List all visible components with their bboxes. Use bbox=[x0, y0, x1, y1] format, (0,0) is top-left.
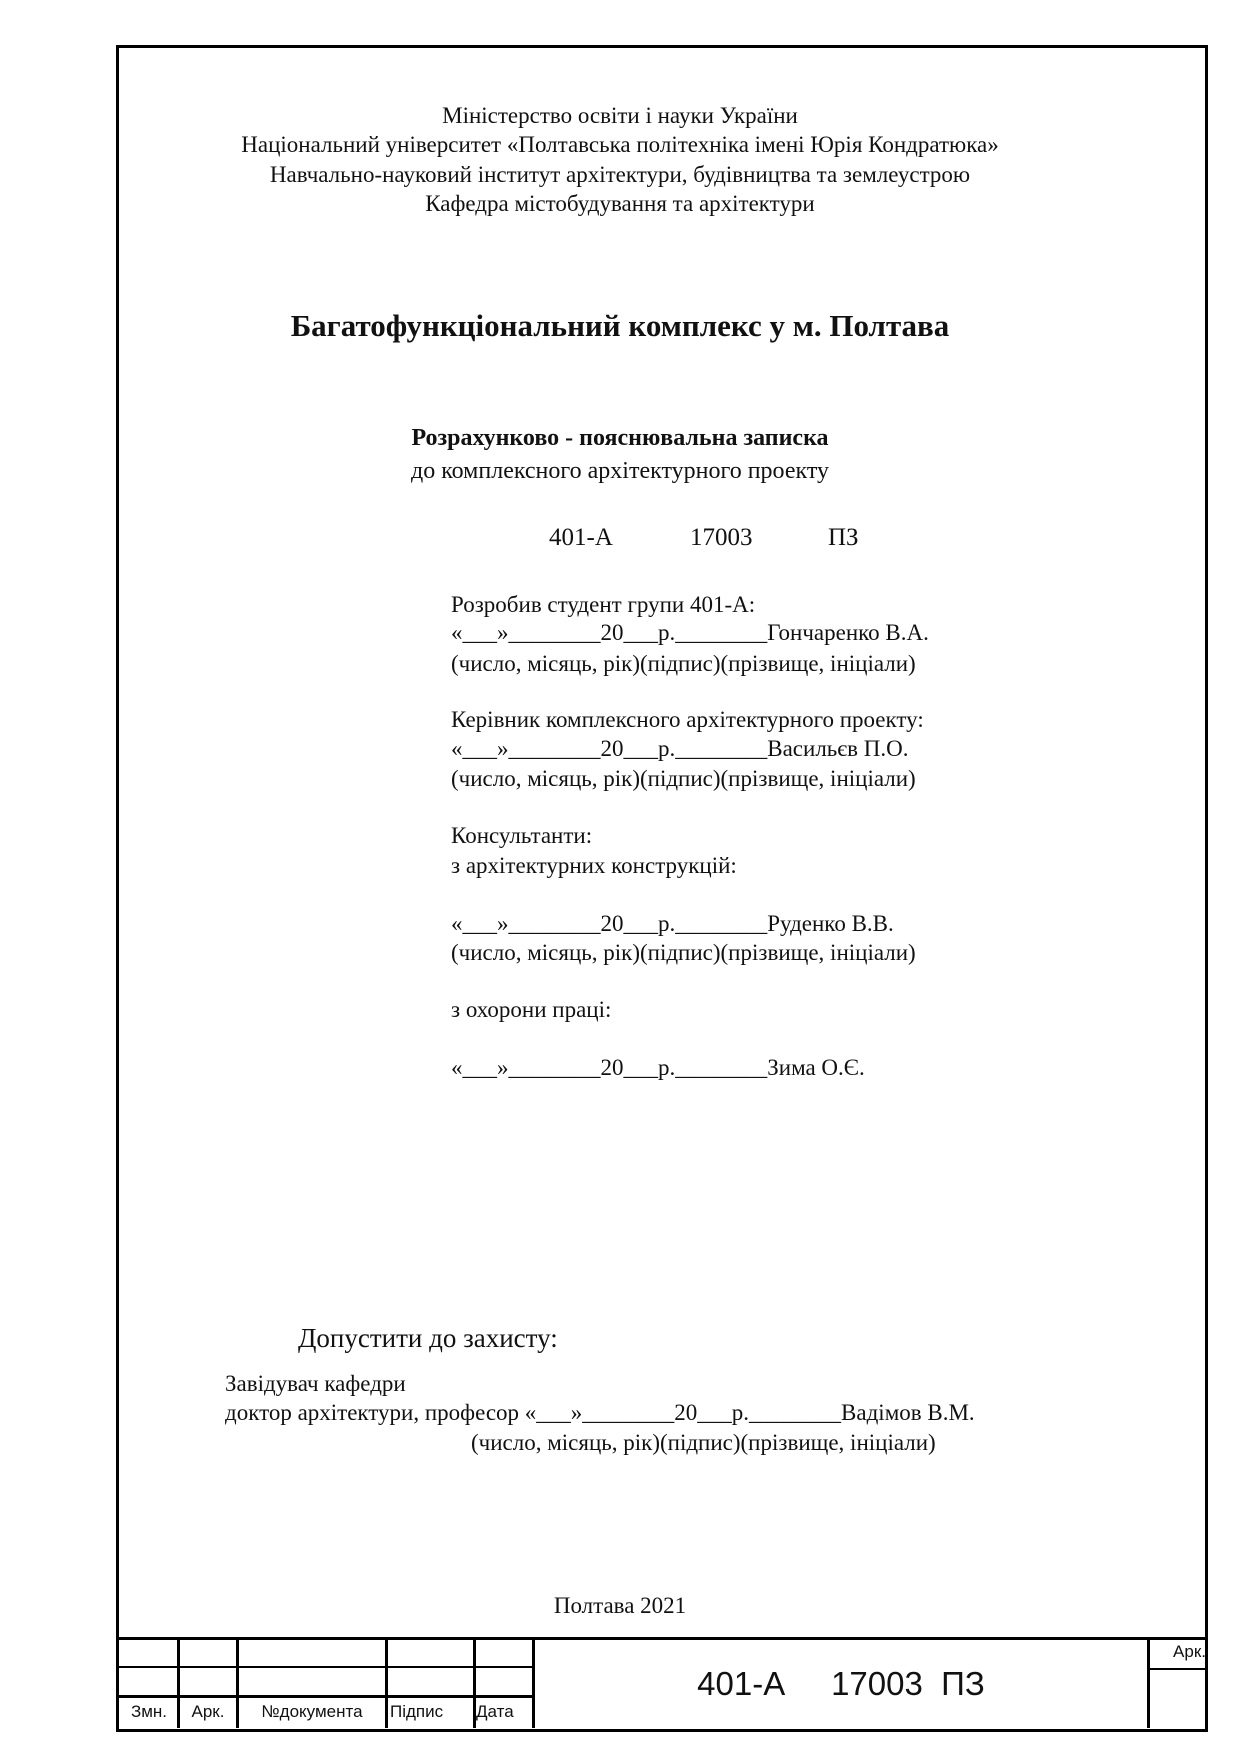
university-line: Національний університет «Полтавська політехніка імені Юрія Кондратюка» bbox=[241, 132, 999, 157]
consultant1-signature-line: «___»________20___р.________Руденко В.В. bbox=[451, 911, 894, 936]
approval-heading: Допустити до захисту: bbox=[298, 1323, 558, 1353]
consultant1-hint: (число, місяць, рік)(підпис)(прізвище, ініціали) bbox=[451, 940, 916, 965]
document-subtitle: до комплексного архітектурного проекту bbox=[410, 458, 830, 484]
department-line: Кафедра містобудування та архітектури bbox=[425, 191, 815, 216]
drawing-frame bbox=[116, 45, 1208, 1732]
stamp-designation: 401-А 17003 ПЗ bbox=[697, 1665, 985, 1702]
head-hint: (число, місяць, рік)(підпис)(прізвище, ініціали) bbox=[471, 1430, 936, 1455]
supervisor-hint: (число, місяць, рік)(підпис)(прізвище, ініціали) bbox=[451, 766, 916, 791]
institute-line: Навчально-науковий інститут архітектури, будівництва та землеустрою bbox=[269, 162, 971, 187]
stamp-col-date: Дата bbox=[476, 1702, 514, 1721]
page-title: Багатофункціональний комплекс у м. Полтава bbox=[290, 308, 950, 343]
head-signature-line: доктор архітектури, професор «___»________20___р.________Вадімов В.М. bbox=[225, 1400, 975, 1425]
code-type: ПЗ bbox=[828, 524, 859, 551]
code-number: 17003 bbox=[690, 524, 753, 551]
consultant2-label: з охорони праці: bbox=[451, 997, 612, 1022]
stamp-sheet-label: Арк. bbox=[1173, 1642, 1206, 1661]
ministry-line: Міністерство освіти і науки України bbox=[442, 103, 798, 128]
stamp-col-sheet: Арк. bbox=[191, 1702, 225, 1721]
student-signature-line: «___»________20___р.________Гончаренко В.А. bbox=[451, 620, 929, 645]
stamp-col-change: Змн. bbox=[130, 1702, 168, 1721]
code-group: 401-А bbox=[549, 524, 613, 551]
consultants-label: Консультанти: bbox=[451, 823, 593, 848]
student-label: Розробив студент групи 401-А: bbox=[451, 592, 756, 617]
consultant2-signature-line: «___»________20___р.________Зима О.Є. bbox=[451, 1055, 865, 1080]
stamp-col-document: №документа bbox=[261, 1702, 363, 1721]
stamp-col-signature: Підпис bbox=[390, 1702, 444, 1721]
document-type: Розрахунково - пояснювальна записка bbox=[411, 425, 829, 451]
consultant1-label: з архітектурних конструкцій: bbox=[451, 853, 737, 878]
supervisor-signature-line: «___»________20___р.________Васильєв П.О. bbox=[451, 736, 909, 761]
student-hint: (число, місяць, рік)(підпис)(прізвище, ініціали) bbox=[451, 651, 916, 676]
supervisor-label: Керівник комплексного архітектурного проекту: bbox=[451, 707, 924, 732]
head-of-department-label: Завідувач кафедри bbox=[225, 1371, 406, 1396]
city-year: Полтава 2021 bbox=[553, 1593, 687, 1618]
